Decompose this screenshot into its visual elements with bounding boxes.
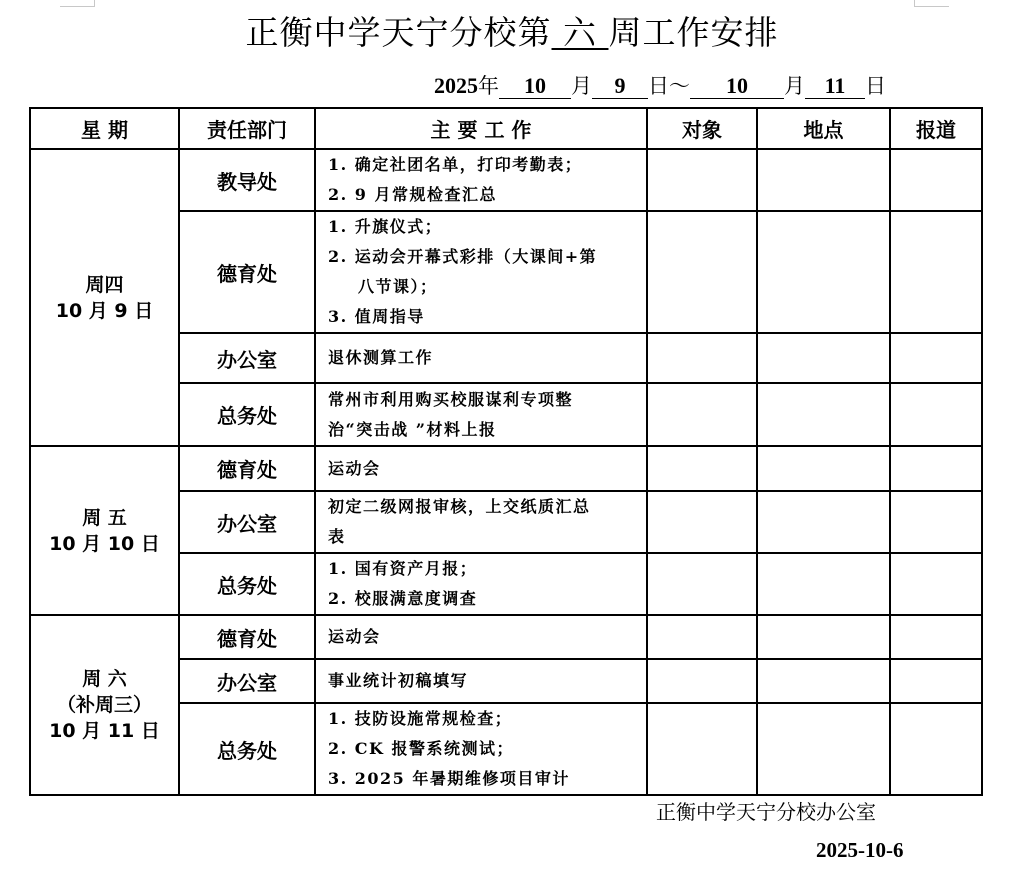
footer-date: 2025-10-6 — [816, 838, 904, 862]
start-month: 10 — [499, 74, 571, 99]
dept-cell: 总务处 — [179, 383, 315, 446]
work-line: 3. 2025 年暑期维修项目审计 — [328, 769, 570, 788]
report-cell — [890, 149, 982, 211]
work-line: 1. 升旗仪式； — [328, 217, 443, 236]
day-note: （补周三） — [56, 694, 152, 716]
dept-cell: 办公室 — [179, 659, 315, 703]
table-row — [30, 149, 982, 211]
report-cell — [890, 491, 982, 553]
year: 2025 — [434, 73, 478, 98]
target-cell — [647, 211, 757, 333]
location-cell — [757, 615, 890, 659]
end-day-unit: 日 — [865, 74, 886, 98]
report-cell — [890, 703, 982, 795]
table-row — [30, 615, 982, 659]
work-line: 退休测算工作 — [328, 348, 434, 367]
location-cell — [757, 446, 890, 491]
work-line: 2. 运动会开幕式彩排（大课间+第 — [328, 247, 598, 266]
location-cell — [757, 703, 890, 795]
dept-cell: 总务处 — [179, 553, 315, 615]
dept-cell: 总务处 — [179, 703, 315, 795]
end-month-unit: 月 — [784, 74, 805, 98]
work-cell — [315, 383, 647, 446]
target-cell — [647, 615, 757, 659]
target-cell — [647, 703, 757, 795]
dept-cell: 德育处 — [179, 211, 315, 333]
header-department: 责任部门 — [179, 108, 315, 149]
header-location: 地点 — [757, 108, 890, 149]
work-cell — [315, 333, 647, 383]
work-line: 运动会 — [328, 458, 381, 478]
day-cell-thursday — [30, 149, 179, 446]
work-cell — [315, 703, 647, 795]
dept-cell: 办公室 — [179, 333, 315, 383]
header-row — [30, 108, 982, 149]
target-cell — [647, 333, 757, 383]
work-cell — [315, 149, 647, 211]
day-label: 周 六 — [82, 668, 127, 690]
date-range — [434, 72, 886, 100]
end-month: 10 — [690, 74, 784, 99]
report-cell — [890, 211, 982, 333]
page-corner-mark-top-right — [914, 0, 949, 7]
end-day: 11 — [805, 74, 865, 99]
report-cell — [890, 383, 982, 446]
title-prefix: 正衡中学天宁分校第 — [245, 13, 552, 52]
work-cell — [315, 211, 647, 333]
page-title — [0, 10, 1024, 56]
header-report: 报道 — [890, 108, 982, 149]
table-row — [30, 446, 982, 491]
day-cell-saturday — [30, 615, 179, 795]
location-cell — [757, 491, 890, 553]
year-unit: 年 — [478, 74, 499, 98]
work-line: 1. 确定社团名单，打印考勤表； — [328, 155, 583, 174]
target-cell — [647, 446, 757, 491]
work-cell — [315, 659, 647, 703]
dept-cell: 办公室 — [179, 491, 315, 553]
dept-cell: 德育处 — [179, 446, 315, 491]
dept-cell: 教导处 — [179, 149, 315, 211]
day-label: 周 五 — [82, 506, 127, 529]
day-unit: 日 — [648, 74, 669, 98]
day-date: 10 月 11 日 — [49, 720, 160, 742]
work-line: 运动会 — [328, 627, 381, 646]
range-separator: ～ — [669, 74, 690, 98]
work-line: 事业统计初稿填写 — [328, 671, 469, 690]
target-cell — [647, 659, 757, 703]
work-cell — [315, 615, 647, 659]
title-week-number: 六 — [551, 13, 609, 52]
page-corner-mark-top-left — [60, 0, 95, 7]
day-date: 10 月 9 日 — [55, 299, 154, 322]
header-target: 对象 — [647, 108, 757, 149]
target-cell — [647, 149, 757, 211]
day-cell-friday — [30, 446, 179, 615]
schedule-table — [29, 107, 983, 796]
header-weekday: 星 期 — [30, 108, 179, 149]
work-line: 表 — [328, 527, 346, 546]
footer-office: 正衡中学天宁分校办公室 — [656, 800, 876, 824]
target-cell — [647, 383, 757, 446]
work-line: 八节课）； — [358, 277, 438, 296]
work-line: 治“突击战 ”材料上报 — [328, 419, 497, 439]
month-unit: 月 — [571, 74, 592, 98]
report-cell — [890, 446, 982, 491]
report-cell — [890, 553, 982, 615]
work-line: 1. 技防设施常规检查； — [328, 709, 513, 728]
work-line: 2. 9 月常规检查汇总 — [328, 185, 497, 204]
location-cell — [757, 149, 890, 211]
work-cell — [315, 553, 647, 615]
start-day: 9 — [592, 74, 648, 99]
location-cell — [757, 659, 890, 703]
work-line: 1. 国有资产月报； — [328, 559, 478, 578]
report-cell — [890, 615, 982, 659]
work-line: 2. 校服满意度调查 — [328, 589, 478, 608]
day-date: 10 月 10 日 — [49, 532, 160, 555]
dept-cell: 德育处 — [179, 615, 315, 659]
location-cell — [757, 383, 890, 446]
work-line: 初定二级网报审核，上交纸质汇总 — [328, 497, 591, 516]
day-label: 周四 — [85, 273, 124, 296]
report-cell — [890, 659, 982, 703]
work-cell — [315, 446, 647, 491]
work-line: 2. CK 报警系统测试； — [328, 739, 514, 758]
location-cell — [757, 211, 890, 333]
target-cell — [647, 491, 757, 553]
header-main-work: 主 要 工 作 — [315, 108, 647, 149]
work-line: 3. 值周指导 — [328, 307, 425, 326]
title-suffix: 周工作安排 — [608, 13, 779, 52]
work-line: 常州市利用购买校服谋利专项整 — [328, 389, 574, 409]
location-cell — [757, 553, 890, 615]
work-cell — [315, 491, 647, 553]
target-cell — [647, 553, 757, 615]
report-cell — [890, 333, 982, 383]
location-cell — [757, 333, 890, 383]
